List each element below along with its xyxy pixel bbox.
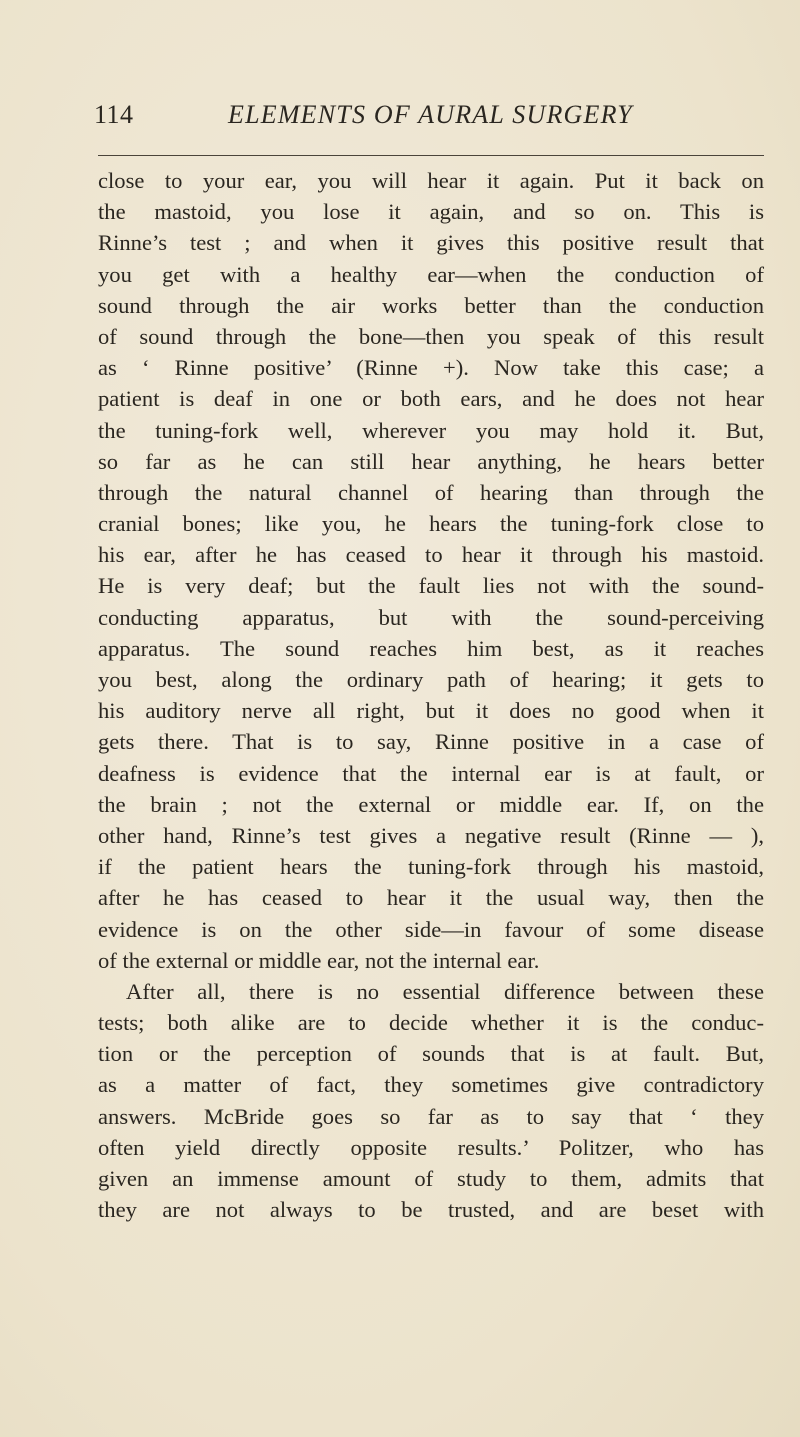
text-line: if the patient hears the tuning-fork through his mastoid, [98, 854, 764, 880]
text-line: of the external or middle ear, not the internal ear. [98, 947, 540, 973]
text-line: the mastoid, you lose it again, and so on. This is [98, 199, 764, 225]
text-line: deafness is evidence that the internal ear is at fault, or [98, 760, 764, 786]
text-line: often yield directly opposite results.’ Politzer, who has [98, 1134, 764, 1160]
text-line: patient is deaf in one or both ears, and he does not hear [98, 386, 764, 412]
text-line: other hand, Rinne’s test gives a negative result (Rinne — ), [98, 822, 764, 848]
text-line: After all, there is no essential difference between these [126, 978, 764, 1004]
text-line: He is very deaf; but the fault lies not with the sound- [98, 573, 764, 599]
text-line: gets there. That is to say, Rinne positive in a case of [98, 729, 764, 755]
text-line: they are not always to be trusted, and are beset with [98, 1197, 764, 1223]
text-line: as ‘ Rinne positive’ (Rinne +). Now take this case; a [98, 355, 764, 381]
page-header [78, 98, 768, 138]
text-line: given an immense amount of study to them, admits that [98, 1166, 764, 1191]
text-line: tion or the perception of sounds that is at fault. But, [98, 1041, 764, 1067]
text-line: his ear, after he has ceased to hear it through his mastoid. [98, 542, 764, 568]
text-line: you best, along the ordinary path of hearing; it gets to [98, 667, 764, 692]
text-line: close to your ear, you will hear it again. Put it back on [98, 168, 764, 193]
body-text [98, 165, 764, 1225]
text-line: after he has ceased to hear it the usual way, then the [98, 885, 764, 911]
text-line: the brain ; not the external or middle ear. If, on the [98, 791, 764, 817]
text-line: so far as he can still hear anything, he hears better [98, 448, 764, 474]
text-line: the tuning-fork well, wherever you may hold it. But, [98, 417, 764, 443]
text-line: sound through the air works better than the conduction [98, 292, 764, 318]
text-line: apparatus. The sound reaches him best, as it reaches [98, 635, 764, 661]
text-line: of sound through the bone—then you speak of this result [98, 323, 764, 349]
header-rule [98, 155, 764, 156]
text-line: answers. McBride goes so far as to say that ‘ they [98, 1103, 764, 1129]
running-head: ELEMENTS OF AURAL SURGERY [228, 100, 633, 129]
page-number: 114 [94, 100, 134, 129]
text-line: his auditory nerve all right, but it does no good when it [98, 698, 764, 724]
text-line: you get with a healthy ear—when the conduction of [98, 261, 764, 287]
text-line: through the natural channel of hearing than through the [98, 479, 764, 505]
text-line: cranial bones; like you, he hears the tuning-fork close to [98, 511, 764, 537]
text-line: Rinne’s test ; and when it gives this positive result that [98, 230, 764, 256]
text-line: as a matter of fact, they sometimes give contradictory [98, 1072, 764, 1098]
text-line: evidence is on the other side—in favour of some disease [98, 916, 764, 942]
text-line: conducting apparatus, but with the sound-perceiving [98, 604, 764, 630]
text-line: tests; both alike are to decide whether it is the conduc- [98, 1010, 764, 1036]
